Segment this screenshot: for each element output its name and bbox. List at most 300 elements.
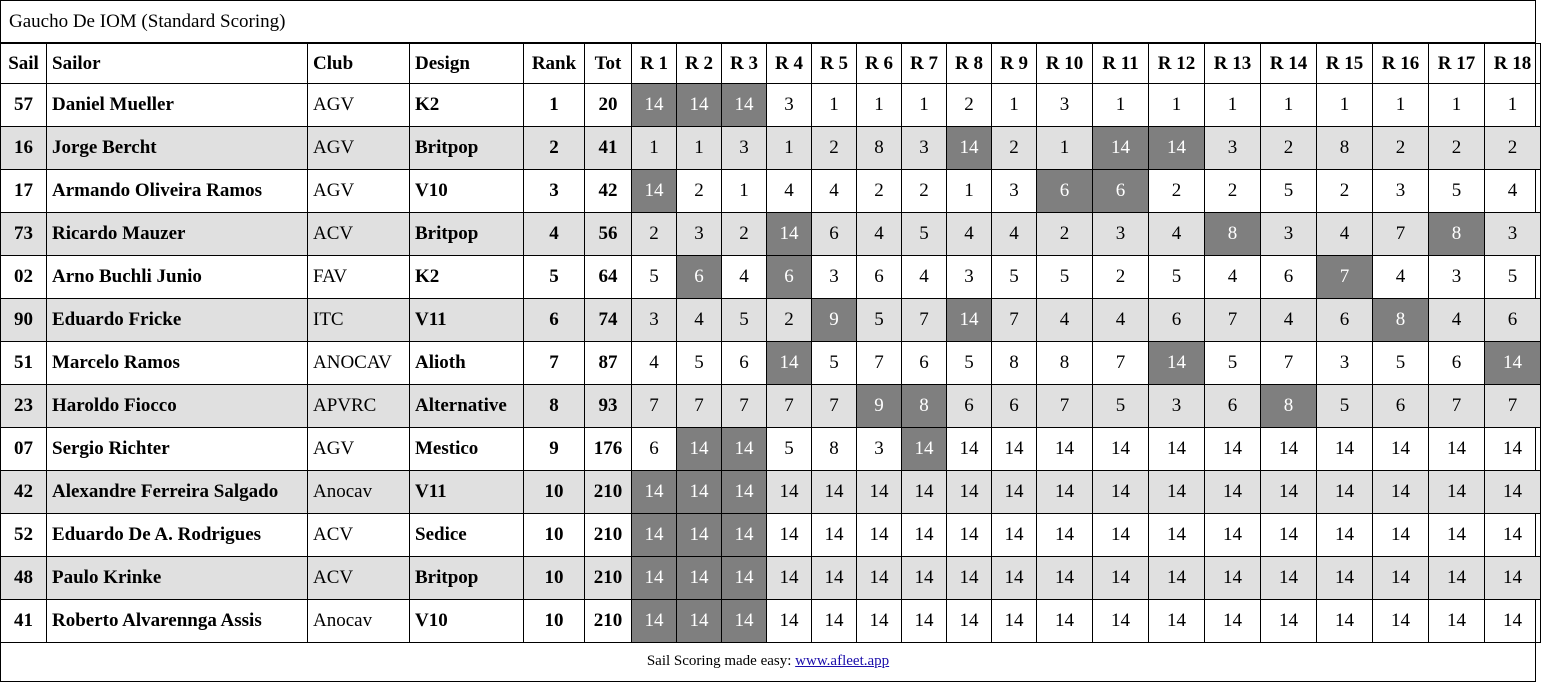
sailor-cell: Roberto Alvarennga Assis [47, 600, 308, 643]
race-score: 14 [857, 514, 902, 557]
race-score: 14 [1093, 557, 1149, 600]
column-header: R 3 [722, 44, 767, 84]
results-body [1, 84, 1541, 643]
race-score: 5 [1037, 256, 1093, 299]
race-score: 6 [1485, 299, 1541, 342]
race-score: 14 [857, 600, 902, 643]
column-header: R 14 [1261, 44, 1317, 84]
race-score: 14 [857, 471, 902, 514]
race-score: 14 [947, 471, 992, 514]
race-score: 3 [947, 256, 992, 299]
race-score: 3 [812, 256, 857, 299]
race-score: 3 [1093, 213, 1149, 256]
sail-cell: 07 [1, 428, 47, 471]
results-table [0, 43, 1541, 643]
race-score: 3 [857, 428, 902, 471]
race-score-discarded: 14 [632, 170, 677, 213]
sail-cell: 17 [1, 170, 47, 213]
column-header: R 11 [1093, 44, 1149, 84]
race-score-discarded: 14 [722, 600, 767, 643]
race-score-discarded: 8 [1373, 299, 1429, 342]
race-score: 14 [1149, 514, 1205, 557]
race-score-discarded: 14 [1093, 127, 1149, 170]
footer-text: Sail Scoring made easy: [646, 653, 796, 669]
race-score: 14 [1093, 514, 1149, 557]
race-score-discarded: 14 [677, 84, 722, 127]
race-score: 5 [1261, 170, 1317, 213]
header-row [1, 44, 1541, 84]
table-row [1, 342, 1541, 385]
column-header: Sailor [47, 44, 308, 84]
total-cell: 41 [585, 127, 632, 170]
total-cell: 56 [585, 213, 632, 256]
column-header: R 17 [1429, 44, 1485, 84]
race-score: 2 [722, 213, 767, 256]
race-score: 14 [992, 557, 1037, 600]
column-header: R 16 [1373, 44, 1429, 84]
rank-cell: 10 [524, 557, 585, 600]
race-score-discarded: 14 [767, 213, 812, 256]
sail-cell: 16 [1, 127, 47, 170]
race-score-discarded: 14 [722, 428, 767, 471]
race-score: 1 [632, 127, 677, 170]
race-score: 4 [1205, 256, 1261, 299]
race-score: 3 [1149, 385, 1205, 428]
race-score: 1 [992, 84, 1037, 127]
race-score: 14 [1317, 514, 1373, 557]
rank-cell: 3 [524, 170, 585, 213]
race-score: 3 [1429, 256, 1485, 299]
race-score: 1 [1037, 127, 1093, 170]
table-row [1, 514, 1541, 557]
race-score: 14 [1149, 600, 1205, 643]
design-cell: V10 [410, 600, 524, 643]
race-score: 5 [1093, 385, 1149, 428]
total-cell: 210 [585, 600, 632, 643]
column-header: Sail [1, 44, 47, 84]
race-score: 2 [902, 170, 947, 213]
race-score-discarded: 14 [902, 428, 947, 471]
column-header: R 6 [857, 44, 902, 84]
sailor-cell: Daniel Mueller [47, 84, 308, 127]
race-score: 14 [857, 557, 902, 600]
race-score: 1 [902, 84, 947, 127]
race-score: 7 [677, 385, 722, 428]
race-score-discarded: 14 [722, 514, 767, 557]
race-score: 14 [1205, 428, 1261, 471]
race-score: 14 [1149, 471, 1205, 514]
race-score: 14 [1485, 471, 1541, 514]
race-score: 14 [1205, 471, 1261, 514]
race-score: 1 [767, 127, 812, 170]
table-row [1, 600, 1541, 643]
race-score: 5 [947, 342, 992, 385]
race-score: 14 [1317, 428, 1373, 471]
race-score: 1 [1373, 84, 1429, 127]
race-score: 1 [1093, 84, 1149, 127]
race-score: 8 [812, 428, 857, 471]
race-score: 7 [902, 299, 947, 342]
race-score: 3 [902, 127, 947, 170]
race-score: 7 [1485, 385, 1541, 428]
race-score: 4 [1485, 170, 1541, 213]
design-cell: Britpop [410, 557, 524, 600]
race-score: 14 [812, 557, 857, 600]
race-score: 14 [992, 471, 1037, 514]
rank-cell: 6 [524, 299, 585, 342]
race-score: 14 [1317, 471, 1373, 514]
design-cell: V10 [410, 170, 524, 213]
race-score: 5 [902, 213, 947, 256]
sailor-cell: Haroldo Fiocco [47, 385, 308, 428]
table-row [1, 84, 1541, 127]
table-row [1, 213, 1541, 256]
race-score: 14 [1485, 428, 1541, 471]
race-score: 4 [1429, 299, 1485, 342]
sail-cell: 51 [1, 342, 47, 385]
rank-cell: 7 [524, 342, 585, 385]
column-header: Rank [524, 44, 585, 84]
sailor-cell: Ricardo Mauzer [47, 213, 308, 256]
club-cell: ACV [308, 514, 410, 557]
race-score: 5 [1485, 256, 1541, 299]
race-score: 4 [1373, 256, 1429, 299]
race-score: 1 [1205, 84, 1261, 127]
race-score: 14 [1429, 471, 1485, 514]
club-cell: AGV [308, 127, 410, 170]
race-score: 14 [812, 600, 857, 643]
race-score-discarded: 14 [632, 471, 677, 514]
total-cell: 210 [585, 514, 632, 557]
race-score-discarded: 14 [722, 471, 767, 514]
race-score: 5 [722, 299, 767, 342]
club-cell: APVRC [308, 385, 410, 428]
race-score: 14 [1205, 557, 1261, 600]
race-score: 1 [1485, 84, 1541, 127]
club-cell: AGV [308, 170, 410, 213]
rank-cell: 10 [524, 471, 585, 514]
table-row [1, 471, 1541, 514]
race-score: 14 [1093, 428, 1149, 471]
race-score: 3 [722, 127, 767, 170]
race-score: 14 [767, 557, 812, 600]
race-score: 14 [1317, 557, 1373, 600]
design-cell: V11 [410, 471, 524, 514]
race-score: 14 [1261, 514, 1317, 557]
race-score: 6 [1429, 342, 1485, 385]
club-cell: AGV [308, 428, 410, 471]
race-score: 4 [722, 256, 767, 299]
race-score: 2 [1093, 256, 1149, 299]
race-score: 7 [1205, 299, 1261, 342]
race-score: 2 [1261, 127, 1317, 170]
race-score: 2 [1373, 127, 1429, 170]
column-header: R 1 [632, 44, 677, 84]
table-row [1, 428, 1541, 471]
race-score: 6 [902, 342, 947, 385]
race-score: 14 [812, 471, 857, 514]
rank-cell: 10 [524, 600, 585, 643]
club-cell: Anocav [308, 471, 410, 514]
sailor-cell: Sergio Richter [47, 428, 308, 471]
total-cell: 42 [585, 170, 632, 213]
race-score: 4 [857, 213, 902, 256]
race-score: 1 [1429, 84, 1485, 127]
race-score: 14 [1317, 600, 1373, 643]
table-row [1, 170, 1541, 213]
design-cell: Alternative [410, 385, 524, 428]
club-cell: ITC [308, 299, 410, 342]
race-score: 14 [1429, 428, 1485, 471]
race-score: 14 [1037, 557, 1093, 600]
race-score: 4 [1261, 299, 1317, 342]
race-score-discarded: 14 [677, 471, 722, 514]
race-score: 2 [1429, 127, 1485, 170]
race-score: 1 [677, 127, 722, 170]
race-score-discarded: 8 [902, 385, 947, 428]
race-score: 2 [677, 170, 722, 213]
sail-cell: 90 [1, 299, 47, 342]
total-cell: 64 [585, 256, 632, 299]
club-cell: FAV [308, 256, 410, 299]
race-score: 14 [1261, 600, 1317, 643]
sail-cell: 52 [1, 514, 47, 557]
race-score: 14 [902, 557, 947, 600]
club-cell: AGV [308, 84, 410, 127]
race-score: 14 [1373, 514, 1429, 557]
total-cell: 210 [585, 471, 632, 514]
rank-cell: 1 [524, 84, 585, 127]
race-score: 14 [767, 514, 812, 557]
race-score-discarded: 8 [1429, 213, 1485, 256]
race-score: 7 [1429, 385, 1485, 428]
race-score-discarded: 14 [677, 428, 722, 471]
sailor-cell: Marcelo Ramos [47, 342, 308, 385]
race-score: 14 [1261, 557, 1317, 600]
race-score: 5 [1149, 256, 1205, 299]
race-score: 7 [722, 385, 767, 428]
race-score: 2 [947, 84, 992, 127]
race-score: 14 [1485, 514, 1541, 557]
sail-cell: 73 [1, 213, 47, 256]
race-score: 6 [1261, 256, 1317, 299]
race-score: 8 [1037, 342, 1093, 385]
race-score: 14 [992, 514, 1037, 557]
race-score: 8 [992, 342, 1037, 385]
race-score: 14 [1373, 428, 1429, 471]
race-score: 14 [767, 600, 812, 643]
race-score: 3 [992, 170, 1037, 213]
race-score: 3 [767, 84, 812, 127]
race-score: 14 [1149, 557, 1205, 600]
afleet-link[interactable]: www.afleet.app [795, 653, 890, 669]
race-score: 7 [767, 385, 812, 428]
race-score-discarded: 14 [767, 342, 812, 385]
race-score: 14 [1093, 471, 1149, 514]
race-score: 2 [632, 213, 677, 256]
design-cell: Sedice [410, 514, 524, 557]
race-score: 14 [1429, 600, 1485, 643]
race-score-discarded: 6 [677, 256, 722, 299]
race-score: 1 [1317, 84, 1373, 127]
club-cell: ANOCAV [308, 342, 410, 385]
column-header: R 5 [812, 44, 857, 84]
race-score: 3 [1205, 127, 1261, 170]
club-cell: ACV [308, 557, 410, 600]
race-score: 7 [1261, 342, 1317, 385]
race-score: 7 [632, 385, 677, 428]
race-score: 3 [1317, 342, 1373, 385]
column-header: R 8 [947, 44, 992, 84]
column-header: R 12 [1149, 44, 1205, 84]
race-score: 3 [1373, 170, 1429, 213]
race-score: 2 [1205, 170, 1261, 213]
race-score-discarded: 14 [632, 600, 677, 643]
race-score: 3 [1485, 213, 1541, 256]
race-score-discarded: 14 [947, 299, 992, 342]
table-row [1, 385, 1541, 428]
race-score-discarded: 9 [857, 385, 902, 428]
race-score: 5 [1373, 342, 1429, 385]
race-score: 14 [1037, 471, 1093, 514]
column-header: R 18 [1485, 44, 1541, 84]
race-score: 6 [947, 385, 992, 428]
race-score: 14 [1373, 600, 1429, 643]
race-score: 4 [812, 170, 857, 213]
race-score-discarded: 7 [1317, 256, 1373, 299]
race-score: 8 [1317, 127, 1373, 170]
race-score: 4 [1317, 213, 1373, 256]
club-cell: ACV [308, 213, 410, 256]
race-score: 4 [632, 342, 677, 385]
race-score: 14 [902, 514, 947, 557]
column-header: R 13 [1205, 44, 1261, 84]
race-score: 2 [857, 170, 902, 213]
race-score: 6 [1373, 385, 1429, 428]
table-row [1, 127, 1541, 170]
total-cell: 210 [585, 557, 632, 600]
race-score-discarded: 6 [767, 256, 812, 299]
race-score-discarded: 14 [1485, 342, 1541, 385]
race-score: 7 [1373, 213, 1429, 256]
race-score: 3 [1261, 213, 1317, 256]
race-score: 3 [632, 299, 677, 342]
race-score: 1 [947, 170, 992, 213]
race-score: 1 [1261, 84, 1317, 127]
sailor-cell: Paulo Krinke [47, 557, 308, 600]
sailor-cell: Arno Buchli Junio [47, 256, 308, 299]
design-cell: K2 [410, 84, 524, 127]
race-score: 14 [1485, 600, 1541, 643]
race-score: 7 [992, 299, 1037, 342]
race-score: 14 [1373, 471, 1429, 514]
rank-cell: 10 [524, 514, 585, 557]
race-score: 7 [1093, 342, 1149, 385]
total-cell: 74 [585, 299, 632, 342]
race-score: 4 [767, 170, 812, 213]
race-score: 5 [632, 256, 677, 299]
column-header: Club [308, 44, 410, 84]
table-row [1, 256, 1541, 299]
race-score: 4 [1037, 299, 1093, 342]
race-score: 2 [812, 127, 857, 170]
race-score: 5 [992, 256, 1037, 299]
race-score: 14 [767, 471, 812, 514]
sail-cell: 02 [1, 256, 47, 299]
design-cell: K2 [410, 256, 524, 299]
race-score: 14 [1205, 600, 1261, 643]
column-header: R 4 [767, 44, 812, 84]
column-header: R 10 [1037, 44, 1093, 84]
total-cell: 93 [585, 385, 632, 428]
race-score-discarded: 6 [1093, 170, 1149, 213]
race-score: 8 [857, 127, 902, 170]
race-score: 6 [812, 213, 857, 256]
design-cell: Mestico [410, 428, 524, 471]
design-cell: Alioth [410, 342, 524, 385]
race-score: 5 [1317, 385, 1373, 428]
total-cell: 20 [585, 84, 632, 127]
total-cell: 87 [585, 342, 632, 385]
race-score-discarded: 14 [677, 557, 722, 600]
club-cell: Anocav [308, 600, 410, 643]
race-score: 5 [767, 428, 812, 471]
rank-cell: 8 [524, 385, 585, 428]
sail-cell: 42 [1, 471, 47, 514]
race-score: 5 [677, 342, 722, 385]
race-score: 6 [1317, 299, 1373, 342]
race-score-discarded: 14 [947, 127, 992, 170]
sailor-cell: Jorge Bercht [47, 127, 308, 170]
column-header: R 9 [992, 44, 1037, 84]
race-score: 14 [1373, 557, 1429, 600]
race-score: 14 [1037, 600, 1093, 643]
sailor-cell: Eduardo De A. Rodrigues [47, 514, 308, 557]
race-score-discarded: 14 [632, 514, 677, 557]
sail-cell: 57 [1, 84, 47, 127]
column-header: Design [410, 44, 524, 84]
race-score: 14 [947, 600, 992, 643]
race-score: 14 [812, 514, 857, 557]
column-header: R 7 [902, 44, 947, 84]
race-score: 6 [1205, 385, 1261, 428]
race-score: 14 [902, 600, 947, 643]
race-score: 1 [1149, 84, 1205, 127]
race-score: 7 [1037, 385, 1093, 428]
design-cell: Britpop [410, 127, 524, 170]
race-score: 14 [992, 428, 1037, 471]
race-score: 14 [902, 471, 947, 514]
race-score: 1 [722, 170, 767, 213]
race-score: 3 [677, 213, 722, 256]
race-score: 5 [857, 299, 902, 342]
column-header: Tot [585, 44, 632, 84]
race-score: 7 [857, 342, 902, 385]
race-score: 14 [992, 600, 1037, 643]
race-score: 2 [1037, 213, 1093, 256]
race-score-discarded: 6 [1037, 170, 1093, 213]
total-cell: 176 [585, 428, 632, 471]
race-score: 5 [1429, 170, 1485, 213]
race-score: 14 [947, 428, 992, 471]
rank-cell: 4 [524, 213, 585, 256]
race-score: 5 [1205, 342, 1261, 385]
race-score: 4 [1149, 213, 1205, 256]
race-score: 6 [1149, 299, 1205, 342]
race-score: 14 [1037, 514, 1093, 557]
race-score: 14 [1485, 557, 1541, 600]
rank-cell: 2 [524, 127, 585, 170]
